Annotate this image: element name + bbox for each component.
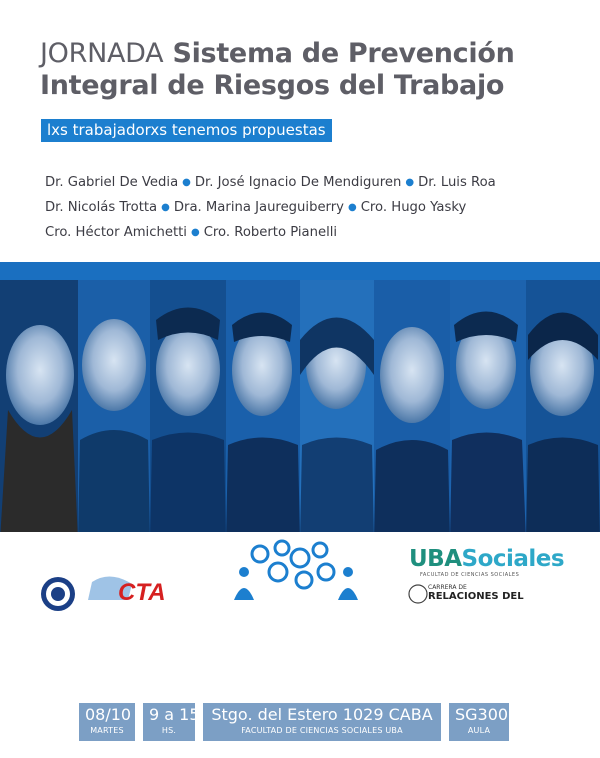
speaker-name: Dr. Luis Roa xyxy=(418,175,496,190)
bullet-icon: ● xyxy=(190,227,200,238)
uba-logo-part-a: UBA xyxy=(409,546,462,572)
event-room-box xyxy=(448,702,510,742)
portrait-1 xyxy=(0,280,78,540)
uba-sociales-logo xyxy=(409,546,564,572)
title-line-1 xyxy=(40,38,515,69)
carrera-seal-logo xyxy=(409,585,427,603)
uba-logo-subtitle: FACULTAD DE CIENCIAS SOCIALES xyxy=(420,572,520,578)
event-address: Stgo. del Estero 1029 CABA xyxy=(211,705,433,724)
event-venue: FACULTAD DE CIENCIAS SOCIALES UBA xyxy=(241,726,403,735)
speaker-name: Dra. Marina Jaureguiberry xyxy=(173,200,344,215)
title-line-2: Integral de Riesgos del Trabajo xyxy=(40,70,505,101)
speaker-name: Cro. Héctor Amichetti xyxy=(45,225,187,240)
bullet-icon: ● xyxy=(161,202,170,213)
cta-text: CTA xyxy=(118,579,166,606)
bullet-icon: ● xyxy=(347,202,357,213)
speakers-row-3 xyxy=(45,221,585,246)
carrera-line-1: CARRERA DE xyxy=(428,584,467,591)
event-time-box xyxy=(142,702,200,742)
bullet-icon: ● xyxy=(182,177,191,188)
event-time-unit: HS. xyxy=(161,726,177,735)
speaker-portraits xyxy=(0,280,600,540)
title-line-1-rest: Sistema de Prevención xyxy=(172,38,515,69)
speakers-list xyxy=(45,171,585,246)
event-venue-box xyxy=(202,702,442,742)
event-date: 08/10 xyxy=(85,705,132,724)
tagline: lxs trabajadorxs tenemos propuestas xyxy=(41,119,332,142)
portrait-5 xyxy=(300,280,374,540)
title-keyword: JORNADA xyxy=(40,38,164,69)
portrait-6 xyxy=(374,280,450,540)
event-info-strip xyxy=(78,702,516,758)
speaker-name: Dr. Nicolás Trotta xyxy=(45,200,158,215)
portrait-4 xyxy=(226,280,300,540)
speaker-name: Dr. José Ignacio De Mendiguren xyxy=(194,175,402,190)
union-seal-logo xyxy=(41,577,75,611)
bullet-icon: ● xyxy=(405,177,415,188)
carrera-line-2: RELACIONES DEL xyxy=(428,591,524,602)
speakers-row-2 xyxy=(45,196,585,221)
poster-header xyxy=(0,0,600,265)
portrait-7 xyxy=(450,280,526,540)
speakers-row-1 xyxy=(45,171,585,196)
event-date-box xyxy=(78,702,136,742)
speaker-name: Cro. Roberto Pianelli xyxy=(203,225,338,240)
poster-footer xyxy=(0,532,600,606)
event-weekday: MARTES xyxy=(90,726,124,735)
speaker-name: Cro. Hugo Yasky xyxy=(360,200,467,215)
gears-workers-logo xyxy=(234,541,358,600)
portrait-3 xyxy=(150,280,226,540)
uba-logo-part-b: Sociales xyxy=(461,546,565,572)
event-room: SG300 xyxy=(455,705,509,724)
event-room-label: AULA xyxy=(467,726,491,735)
portrait-2 xyxy=(78,280,150,540)
cta-logo xyxy=(88,576,166,606)
speaker-name: Dr. Gabriel De Vedia xyxy=(45,175,179,190)
event-time: 9 a 15 xyxy=(149,705,200,724)
portrait-8 xyxy=(526,280,600,540)
